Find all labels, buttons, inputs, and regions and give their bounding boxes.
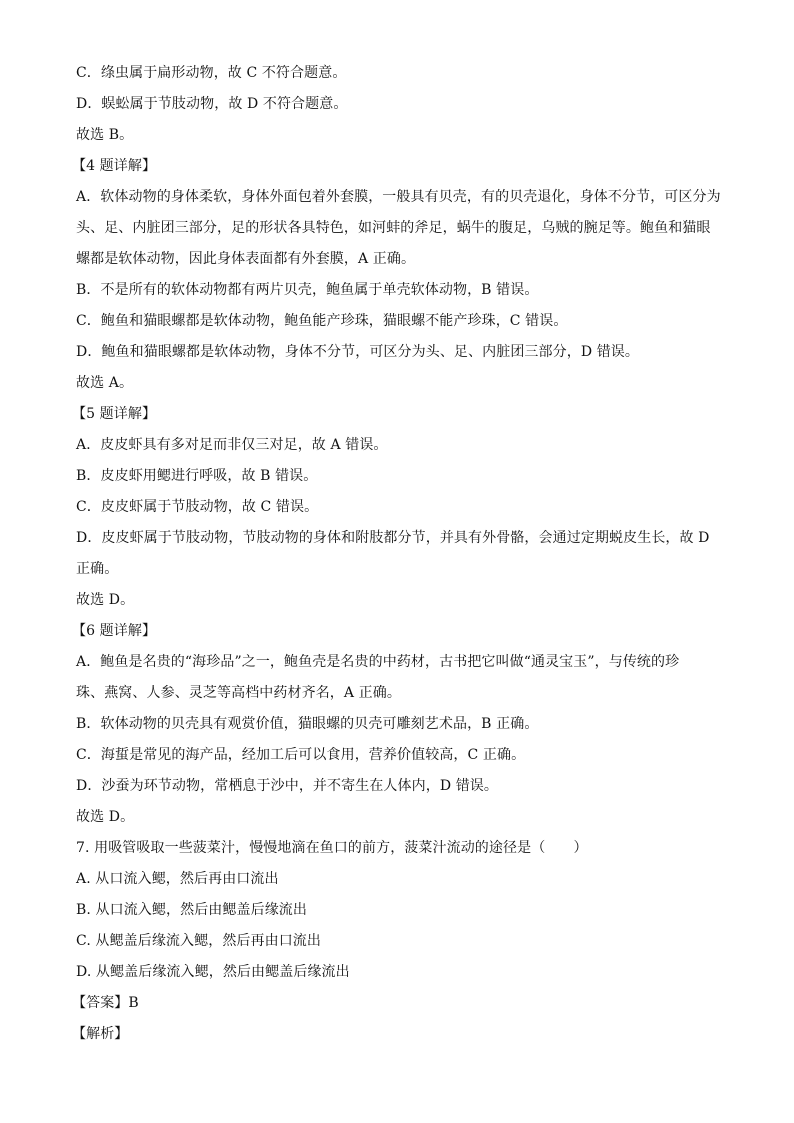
option-b-explanation-q4: B．不是所有的软体动物都有两片贝壳，鲍鱼属于单壳软体动物，B 错误。 [76,282,539,298]
option-c-explanation-q4: C．鲍鱼和猫眼螺都是软体动物，鲍鱼能产珍珠，猫眼螺不能产珍珠，C 错误。 [76,313,568,329]
option-d-explanation-q3: D．蜈蚣属于节肢动物，故 D 不符合题意。 [76,96,348,112]
option-c-explanation-q3: C．绦虫属于扁形动物，故 C 不符合题意。 [76,65,347,81]
answer-choice-q4: 故选 A。 [76,375,134,391]
option-c-explanation-q5: C．皮皮虾属于节肢动物，故 C 错误。 [76,499,319,515]
option-a-explanation-q6-line1: A．鲍鱼是名贵的“海珍品”之一，鲍鱼壳是名贵的中药材，古书把它叫做“通灵宝玉”，与传统的珍 [76,654,680,670]
option-a-explanation-q4-line1: A．软体动物的身体柔软，身体外面包着外套膜，一般具有贝壳，有的贝壳退化，身体不分节，可区分为 [76,189,721,205]
section-heading-q6: 【6 题详解】 [72,623,157,639]
analysis-label-q7: 【解析】 [72,1026,129,1042]
answer-label-q7: 【答案】B [72,995,139,1011]
section-heading-q4: 【4 题详解】 [72,158,157,174]
answer-choice-q3: 故选 B。 [76,127,134,143]
option-b-explanation-q5: B．皮皮虾用鳃进行呼吸，故 B 错误。 [76,468,318,484]
option-d-explanation-q4: D．鲍鱼和猫眼螺都是软体动物，身体不分节，可区分为头、足、内脏团三部分，D 错误。 [76,344,639,360]
option-a-explanation-q6-line2: 珠、燕窝、人参、灵芝等高档中药材齐名，A 正确。 [76,685,401,701]
option-c-explanation-q6: C．海蜇是常见的海产品，经加工后可以食用，营养价值较高，C 正确。 [76,747,526,763]
option-b-explanation-q6: B．软体动物的贝壳具有观赏价值，猫眼螺的贝壳可雕刻艺术品，B 正确。 [76,716,539,732]
option-a-explanation-q4-line2: 头、足、内脏团三部分，足的形状各具特色，如河蚌的斧足，蜗牛的腹足，乌贼的腕足等。鲍鱼和猫眼 [76,220,711,236]
answer-choice-q5: 故选 D。 [76,592,135,608]
question-7-option-d: D. 从鳃盖后缘流入鳃，然后由鳃盖后缘流出 [76,964,350,980]
option-a-explanation-q5: A．皮皮虾具有多对足而非仅三对足，故 A 错误。 [76,437,388,453]
question-7-stem: 7. 用吸管吸取一些菠菜汁，慢慢地滴在鱼口的前方，菠菜汁流动的途径是（ ） [76,840,588,856]
option-d-explanation-q5-line1: D．皮皮虾属于节肢动物，节肢动物的身体和附肢都分节，并具有外骨骼，会通过定期蜕皮生长，故 D [76,530,710,546]
answer-choice-q6: 故选 D。 [76,809,135,825]
section-heading-q5: 【5 题详解】 [72,406,157,422]
question-7-option-b: B. 从口流入鳃，然后由鳃盖后缘流出 [76,902,307,918]
question-7-option-c: C. 从鳃盖后缘流入鳃，然后再由口流出 [76,933,322,949]
question-7-option-a: A. 从口流入鳃，然后再由口流出 [76,871,279,887]
option-d-explanation-q5-line2: 正确。 [76,561,119,577]
option-d-explanation-q6: D．沙蚕为环节动物，常栖息于沙中，并不寄生在人体内，D 错误。 [76,778,498,794]
option-a-explanation-q4-line3: 螺都是软体动物，因此身体表面都有外套膜，A 正确。 [76,251,416,267]
